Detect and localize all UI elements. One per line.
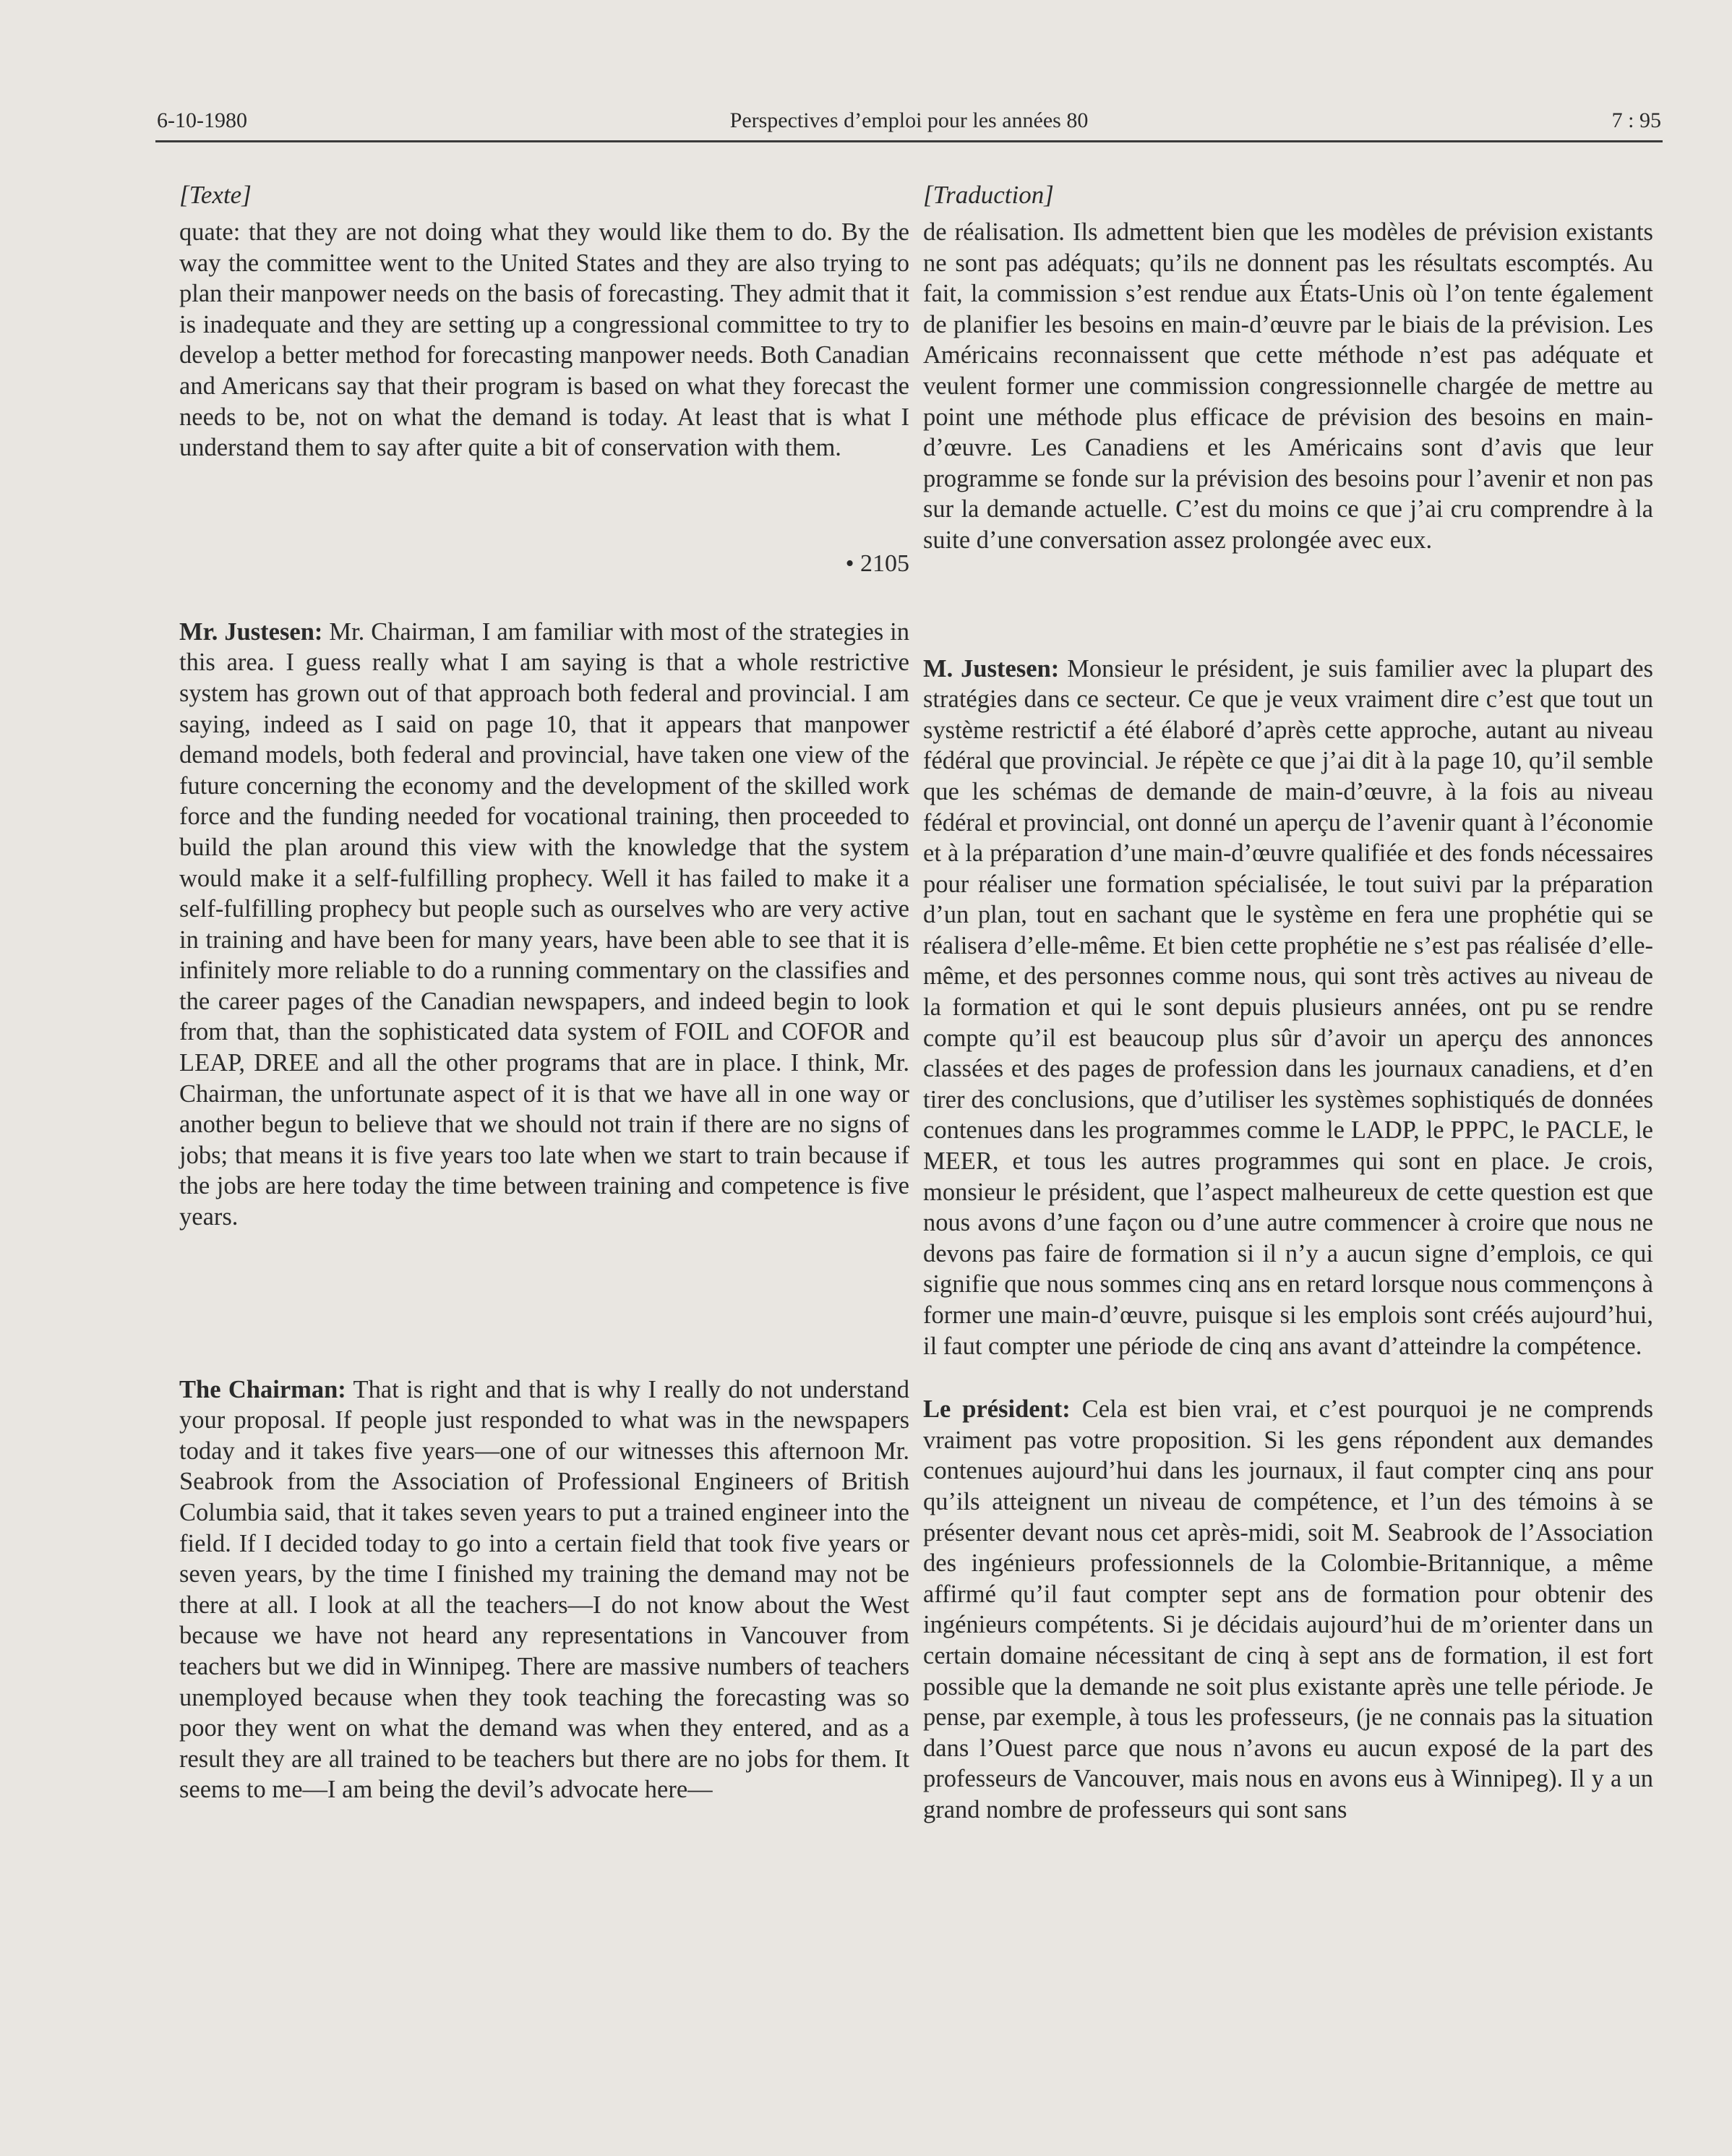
french-column <box>923 181 1653 1826</box>
french-speech-president <box>923 1394 1653 1825</box>
time-marker: • 2105 <box>845 549 909 577</box>
speaker-name: Le président: <box>923 1395 1071 1424</box>
french-column-label: [Traduction] <box>923 181 1054 209</box>
english-column-label: [Texte] <box>179 181 252 209</box>
header-page-number: 7 : 95 <box>1611 108 1661 132</box>
speech-text: Monsieur le président, je suis familier avec la plupart des stratégies dans ce secteur. Ce que je veux vraiment dire c’est que tout un système restrictif a été élaboré d’après cette approche, autant au niveau fédéral que provincial. Je répète ce que j’ai dit à la page 10, qu’il semble que les schémas de demande de main-d’œuvre, à la fois au niveau fédéral et provincial, ont donné un aperçu de l’avenir quant à l’économie et à la préparation d’une main-d’œuvre qualifiée et des fonds nécessaires pour réaliser une formation spécialisée, le tout suivi par la préparation d’un plan, tout en sachant que le système en fera une prophétie qui se réalisera d’elle-même. Et bien cette prophétie ne s’est pas réalisée d’elle-même, et des personnes comme nous, qui sont très actives au niveau de la formation et qui le sont depuis plusieurs années, ont pu se rendre compte qu’il est beaucoup plus sûr d’avoir un aperçu des annonces classées et des pages de profession dans les journaux canadiens, et d’en tirer des conclusions, que d’utiliser les systèmes sophistiqués de données contenues dans les programmes comme le LADP, le PPPC, le PACLE, le MEER, et tous les autres programmes qui sont en place. Je crois, monsieur le président, que l’aspect malheureux de cette question est que nous avons d’une façon ou d’une autre commencer à croire que nous ne devons pas faire de formation si il n’y a aucun signe d’emplois, ce qui signifie que nous sommes cinq ans en retard lorsque nous commençons à former une main-d’œuvre, puisque si les emplois sont créés aujourd’hui, il faut compter une période de cinq ans avant d’atteindre la compétence. <box>923 654 1653 1360</box>
speech-text: Mr. Chairman, I am familiar with most of the strategies in this area. I guess really what I am saying is that a whole restrictive system has grown out of that approach both federal and provincial. I am saying, indeed as I said on page 10, that it appears that manpower demand models, both federal and provincial, have taken one view of the future concerning the economy and the development of the skilled work force and the funding needed for vocational training, then proceeded to build the plan around this view with the knowledge that the system would make it a self-fulfilling prophecy. Well it has failed to make it a self-fulfilling prophecy but people such as ourselves who are very active in training and have been for many years, have been able to see that it is infinitely more reliable to do a running commentary on the classifies and the career pages of the Canadian newspapers, and indeed begin to look from that, than the sophisticated data system of FOIL and COFOR and LEAP, DREE and all the other programs that are in place. I think, Mr. Chairman, the unfortunate aspect of it is that we have all in one way or another begun to believe that we should not train if there are no signs of jobs; that means it is five years too late when we start to train because if the jobs are here today the time between training and competence is five years. <box>179 617 910 1231</box>
speech-text: That is right and that is why I really do not understand your proposal. If people just responded to what was in the newspapers today and it takes five years—one of our witnesses this afternoon Mr. Seabrook from the Association of Professional Engineers of British Columbia said, that it takes seven years to put a trained engineer into the field. If I decided today to go into a certain field that took five years or seven years, by the time I finished my training the demand may not be there at all. I look at all the teachers—I do not know about the West because we have not heard any representations in Vancouver from teachers but we did in Winnipeg. There are massive numbers of teachers unemployed because when they took teaching the forecasting was so poor they went on what the demand was when they entered, and as a result they are all trained to be teachers but there are no jobs for them. It seems to me—I am being the devil’s advocate here— <box>179 1375 909 1804</box>
speech-text: Cela est bien vrai, et c’est pourquoi je ne comprends vraiment pas votre proposition. Si les gens répondent aux demandes contenues aujourd’hui dans les journaux, il faut compter cinq ans pour qu’ils atteignent un niveau de compétence, et l’un des témoins à se présenter devant nous cet après-midi, soit M. Seabrook de l’Association des ingénieurs professionnels de la Colombie-Britannique, a même affirmé qu’il faut compter sept ans de formation pour obtenir des ingénieurs compétents. Si je décidais aujourd’hui de m’orienter dans un certain domaine nécessitant de cinq à sept ans de formation, il est fort possible que la demande ne soit plus existante après une telle période. Je pense, par exemple, à tous les professeurs, (je ne connais pas la situation dans l’Ouest parce que nous n’avons eu aucun exposé de la part des professeurs de Vancouver, mais nous en avons eus à Winnipeg). Il y a un grand nombre de professeurs qui sont sans <box>923 1395 1653 1823</box>
english-continued-paragraph: quate: that they are not doing what they would like them to do. By the way the committee went to the United States and they are also trying to plan their manpower needs on the basis of forecasting. They admit that it is inadequate and they are setting up a congressional committee to try to develop a better method for forecasting manpower needs. Both Canadian and Americans say that their program is based on what they forecast the needs to be, not on what the demand is today. At least that is what I understand them to say after quite a bit of conservation with them. <box>179 218 909 462</box>
speaker-name: M. Justesen: <box>923 654 1060 683</box>
speaker-name: The Chairman: <box>179 1375 346 1403</box>
speaker-name: Mr. Justesen: <box>179 617 323 646</box>
header-title: Perspectives d’emploi pour les années 80 <box>729 108 1089 132</box>
page-header <box>155 103 1663 142</box>
french-continued-paragraph: de réalisation. Ils admettent bien que les modèles de prévision existants ne sont pas adéquats; qu’ils ne donnent pas les résultats escomptés. Au fait, la commission s’est rendue aux États-Unis où l’on tente également de planifier les besoins en main-d’œuvre par le biais de la prévision. Les Américains reconnaissent que cette méthode n’est pas adéquate et veulent former une commission congressionnelle chargée de mettre au point une méthode plus efficace de prévision des besoins en main-d’œuvre. Les Canadiens et les Américains sont d’avis que leur programme se fonde sur la prévision des besoins pour l’avenir et non pas sur la demande actuelle. C’est du moins ce que j’ai cru comprendre à la suite d’une conversation assez prolongée avec eux. <box>923 218 1653 554</box>
header-date: 6-10-1980 <box>157 108 247 132</box>
english-speech-justesen <box>179 617 909 1233</box>
english-speech-chairman <box>179 1374 909 1805</box>
english-column <box>179 181 909 1805</box>
french-speech-justesen <box>923 654 1653 1362</box>
